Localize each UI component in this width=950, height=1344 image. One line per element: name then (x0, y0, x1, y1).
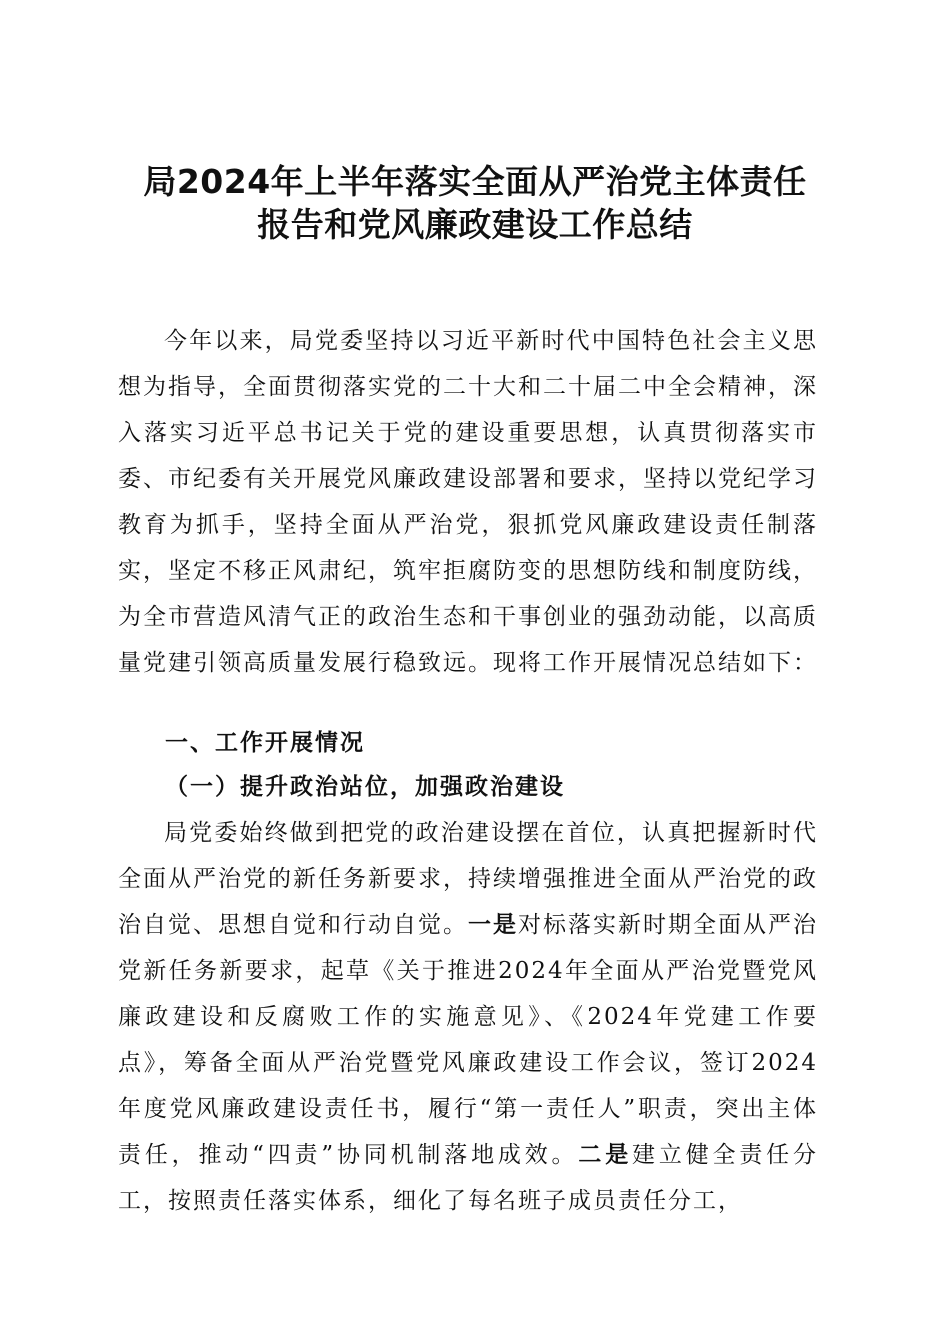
intro-paragraph: 今年以来，局党委坚持以习近平新时代中国特色社会主义思想为指导，全面贯彻落实党的二十大和二十届二中全会精神，深入落实习近平总书记关于党的建设重要思想，认真贯彻落实市委、市纪委有关开展党风廉政建设部署和要求，坚持以党纪学习教育为抓手，坚持全面从严治党，狠抓党风廉政建设责任制落实，坚定不移正风肃纪，筑牢拒腐防变的思想防线和制度防线，为全市营造风清气正的政治生态和干事创业的强劲动能，以高质量党建引领高质量发展行稳致远。现将工作开展情况总结如下： (118, 328, 818, 676)
paragraph-text: 建立健全责任分工，按照责任落实体系，细化了每名班子成员责任分工， (118, 1142, 819, 1214)
document-title-line-1: 局2024年上半年落实全面从严治党主体责任 (143, 162, 807, 201)
bold-marker-first: 一是 (468, 911, 518, 938)
paragraph-text: 局党委始终做到把党的政治建设摆在首位，认真把握新时代全面从严治党的新任务新要求，持续增强推进全面从严治党的政治自觉、思想自觉和行动自觉。 (118, 820, 818, 938)
paragraph-text: 对标落实新时期全面从严治党新任务新要求，起草《关于推进2024年全面从严治党暨党风廉政建设和反腐败工作的实施意见》、《2024年党建工作要点》，筹备全面从严治党暨党风廉政建设工作会议，签订2024年度党风廉政建设责任书，履行“第一责任人”职责，突出主体责任，推动“四责”协同机制落地成效。 (118, 912, 818, 1168)
body-paragraph (118, 810, 818, 1224)
section-heading: 一、工作开展情况 (165, 730, 365, 756)
document-title-line-2: 报告和党风廉政建设工作总结 (257, 205, 693, 244)
bold-marker-second: 二是 (578, 1141, 633, 1168)
subsection-heading: （一）提升政治站位，加强政治建设 (165, 773, 565, 800)
